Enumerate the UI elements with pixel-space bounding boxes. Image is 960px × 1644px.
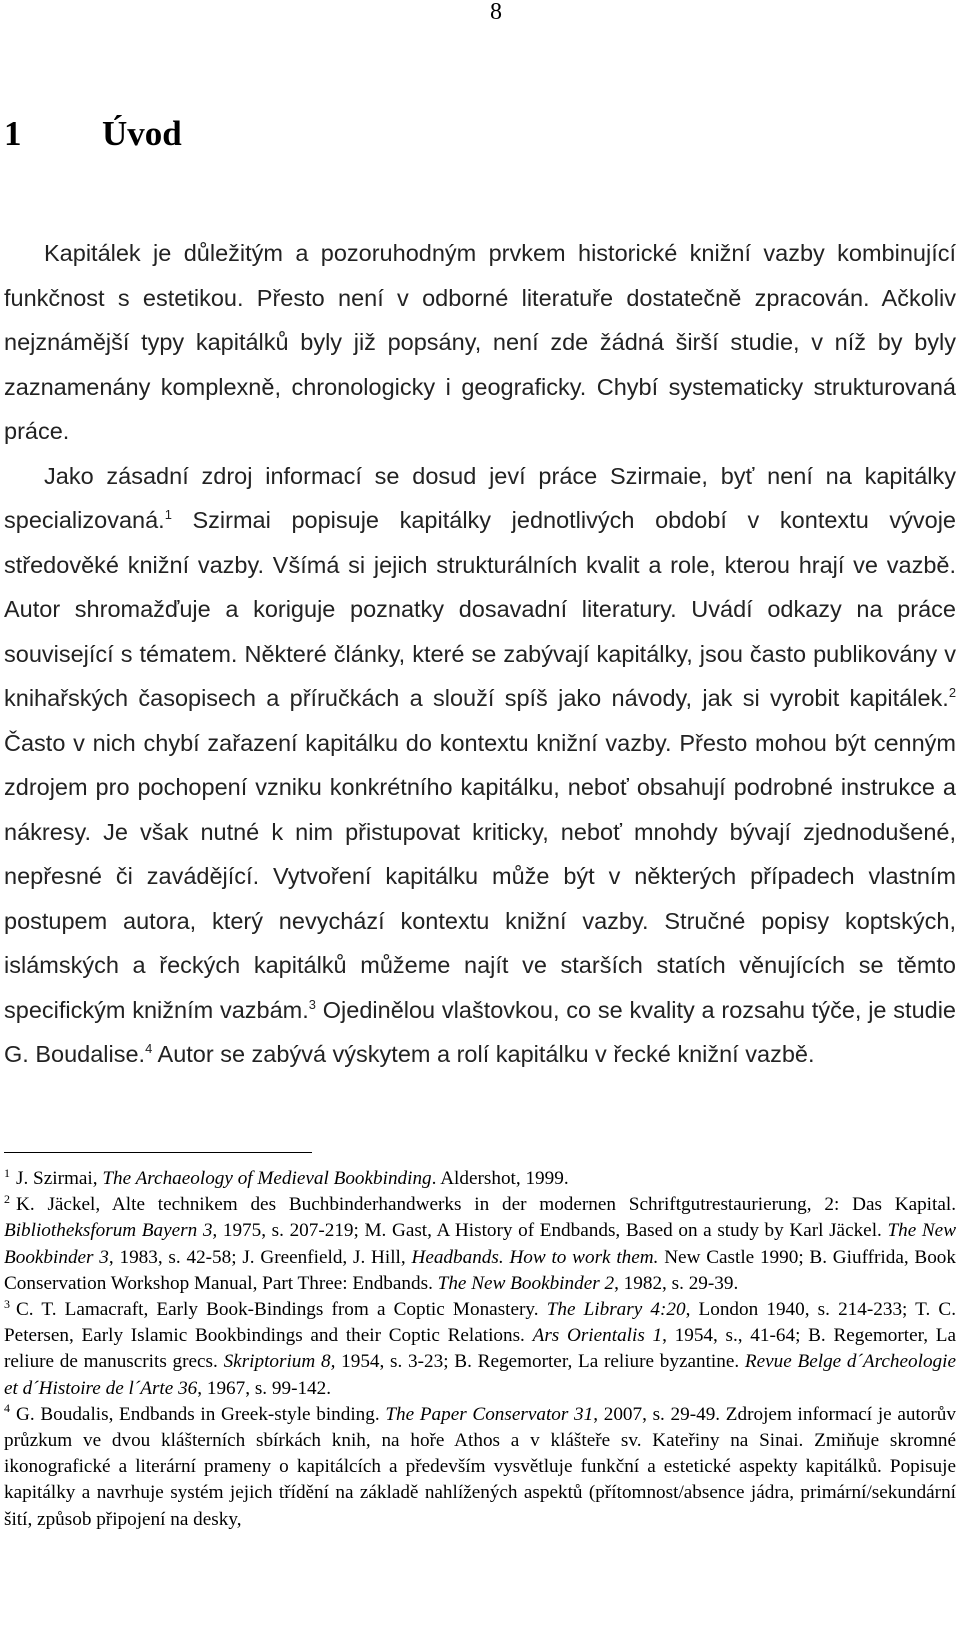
footnote-ref-2[interactable]: 2 [948, 685, 956, 701]
chapter-title: Úvod [102, 114, 182, 153]
footnote-2-text: K. Jäckel, Alte technikem des Buchbinderhandwerks in der modernen Schriftgutrestaurierung, 2: Das Kapital. [16, 1194, 956, 1216]
footnote-2-text-5: , 1982, s. 29-39. [614, 1272, 739, 1294]
footnote-1-title: The Archaeology of Medieval Bookbinding [102, 1168, 432, 1189]
paragraph-2-part-3: Často v nich chybí zařazení kapitálku do kontextu knižní vazby. Přesto mohou být cenným zdrojem pro pochopení vzniku konkrétního kapitálku, neboť obsahují podrobné instrukce a nákresy. Je však nutné k nim přistupovat kriticky, neboť mnohdy bývají zjednodušené, nepřesné či zavádějící. Vytvoření kapitálku může být v některých případech vlastním postupem autora, který nevychází kontextu knižní vazby. Stručné popisy koptských, islámských a řeckých kapitálků můžeme najít ve starších statích věnujících se těmto specifickým knižním vazbám. [4, 729, 956, 1023]
chapter-heading [4, 112, 182, 156]
footnote-3-text: C. T. Lamacraft, Early Book-Bindings from a Coptic Monastery. [16, 1299, 547, 1321]
footnote-1-mark: 1 [4, 1165, 10, 1180]
footnote-3-text-3: , 1954, s., 41-64; B. Regemorter, La reliure de manuscrits grecs. [4, 1325, 956, 1373]
footnote-3-title-4: Revue Belge d´Archeologie et d´Histoire de l´Arte 36 [4, 1351, 956, 1399]
footnote-4 [4, 1402, 956, 1533]
paragraph-2-part-4: Ojedinělou vlaštovkou, co se kvality a rozsahu týče, je studie G. Boudalise. [4, 996, 956, 1067]
paragraph-2-part-5: Autor se zabývá výskytem a rolí kapitálku v řecké knižní vazbě. [152, 1041, 815, 1067]
page-number: 8 [490, 0, 502, 25]
chapter-number: 1 [4, 114, 22, 153]
footnote-3-title-1: The Library 4:20 [546, 1299, 686, 1321]
footnote-2-text-3: , 1983, s. 42-58; J. Greenfield, J. Hill, [108, 1246, 412, 1268]
footnote-2-mark: 2 [4, 1191, 10, 1206]
footnote-2-title-3: Headbands. How to work them. [411, 1246, 659, 1268]
footnote-3-mark: 3 [4, 1296, 10, 1311]
footnote-ref-1[interactable]: 1 [164, 507, 172, 523]
footnote-3-text-5: , 1967, s. 99-142. [197, 1377, 332, 1399]
footnote-3-title-2: Ars Orientalis 1 [532, 1325, 663, 1347]
footnote-1-text-end: . Aldershot, 1999. [431, 1168, 569, 1189]
paragraph-1: Kapitálek je důležitým a pozoruhodným prvkem historické knižní vazby kombinující funkčnost s estetikou. Přesto není v odborné literatuře dostatečně zpracován. Ačkoliv nejznámější typy kapitálků byly již popsány, není zde žádná širší studie, v níž by byly zaznamenány komplexně, chronologicky i geograficky. Chybí systematicky strukturovaná práce. [4, 240, 956, 444]
footnote-3-text-2: , London 1940, s. 214-233; T. C. Petersen, Early Islamic Bookbindings and their Coptic Relations. [4, 1299, 957, 1347]
paragraph-2-part-1: Jako zásadní zdroj informací se dosud jeví práce Szirmaie, byť není na kapitálky specializovaná. [4, 462, 956, 533]
footnote-ref-3[interactable]: 3 [308, 996, 316, 1012]
footnote-ref-4[interactable]: 4 [145, 1041, 153, 1057]
footnote-2-title-1: Bibliotheksforum Bayern 3, [4, 1220, 218, 1242]
footnote-4-text-2: , 2007, s. 29-49. Zdrojem informací je autorův průzkum ve dvou klášterních sbírkách knih, na hoře Athos a v klášteře sv. Kateřiny na Sinai. Zmiňuje skromné ikonografické a literární prameny o kapitálcích a především vysvětluje funkční a estetické aspekty kapitálků. Popisuje kapitálky a navrhuje systém jejich třídění na základě nahlížených aspektů (přítomnost/absence jádra, primární/sekundární šití, způsob připojení na desky, [4, 1403, 956, 1530]
footnote-2-title-4: The New Bookbinder 2 [437, 1272, 615, 1294]
footnote-4-title: The Paper Conservator 31 [385, 1403, 594, 1425]
paragraph-2-part-2: Szirmai popisuje kapitálky jednotlivých období v kontextu vývoje středověké knižní vazby. Všímá si jejich strukturálních kvalit a role, kterou hrají ve vazbě. Autor shromažďuje a koriguje poznatky dosavadní literatury. Uvádí odkazy na práce související s tématem. Některé články, které se zabývají kapitálky, jsou často publikovány v knihařských časopisech a příručkách a slouží spíš jako návody, jak si vyrobit kapitálek. [4, 507, 956, 711]
footnote-2-text-2: 1975, s. 207-219; M. Gast, A History of Endbands, Based on a study by Karl Jäckel. [217, 1220, 888, 1242]
paragraph-2 [4, 454, 956, 1077]
footnote-4-text: G. Boudalis, Endbands in Greek-style binding. [16, 1403, 386, 1425]
footnote-1-text: J. Szirmai, [16, 1168, 103, 1189]
footnote-1 [4, 1166, 956, 1192]
footnotes [4, 1166, 956, 1533]
footnote-2 [4, 1192, 956, 1297]
footnote-3-text-4: 1954, s. 3-23; B. Regemorter, La reliure byzantine. [335, 1351, 745, 1373]
footnote-2-text-4: New Castle 1990; B. Giuffrida, Book Conservation Workshop Manual, Part Three: Endbands. [4, 1246, 956, 1294]
footnote-4-mark: 4 [4, 1401, 10, 1416]
body-text [4, 231, 956, 1077]
footnote-2-title-2: The New Bookbinder 3 [4, 1220, 956, 1268]
footnote-3-title-3: Skriptorium 8, [223, 1351, 336, 1373]
footnote-3 [4, 1297, 956, 1402]
footnote-separator [4, 1152, 312, 1153]
